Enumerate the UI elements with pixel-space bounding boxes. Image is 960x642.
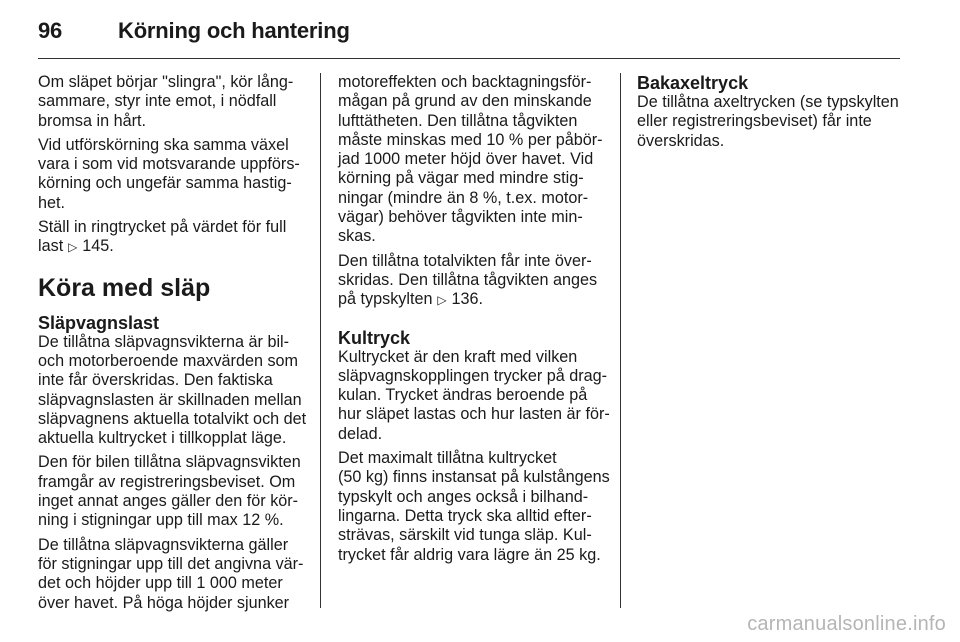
paragraph: De tillåtna släpvagnsvikterna gäller för stigningar upp till det angivna vär- det och höjder upp till 1 000 meter över havet. På höga höjder sjunker [38,535,304,612]
page-reference-link[interactable]: 136. [451,290,483,309]
watermark: carmanualsonline.info [747,613,946,635]
page-reference-arrow-icon: ▷ [68,240,78,255]
paragraph: Det maximalt tillåtna kultrycket (50 kg) finns instansat på kulstångens typskylt och anges också i bilhand- lingarna. Detta tryck ska alltid efter- strävas, särskilt vid tunga släp. Kul- trycket får aldrig vara lägre än 25 kg. [338,449,610,564]
paragraph: Vid utförskörning ska samma växel vara i som vid motsvarande uppförs- körning och ungefär samma hastig- het. [38,135,300,212]
column-1 [38,73,308,618]
page-reference-link[interactable]: 145. [82,237,114,256]
paragraph: Om släpet börjar "slingra", kör lång- sammare, styr inte emot, i nödfall bromsa in hårt. [38,73,294,130]
paragraph [338,252,610,311]
page-number: 96 [38,18,63,43]
subsection-heading: Bakaxeltryck [637,73,749,93]
paragraph-text: Ställ in ringtrycket på värdet för full last [38,218,287,256]
paragraph: Kultrycket är den kraft med vilken släpvagnskopplingen trycker på drag- kulan. Trycket ändras beroende på hur släpet lastas och hur lasten är för- delad. [338,347,610,443]
column-divider [320,73,321,608]
page-reference-arrow-icon: ▷ [437,293,447,308]
paragraph [38,218,308,258]
paragraph: motoreffekten och backtagningsför- mågan på grund av den minskande lufttätheten. Den tillåtna tågvikten måste minskas med 10 % per påbör- jad 1000 meter höjd över havet. Vid körning på vägar med mindre stig- ningar (mindre än 8 %, t.ex. motor- vägar) behöver tågvikten inte min- skas. [338,73,603,246]
section-heading: Köra med släp [38,273,211,302]
paragraph: Den för bilen tillåtna släpvagnsvikten framgår av registreringsbeviset. Om inget annat anges gäller den för kör- ning i stigningar upp till max 12 %. [38,453,301,530]
paragraph: De tillåtna axeltrycken (se typskylten eller registreringsbeviset) får inte överskridas. [637,93,899,150]
header-rule [38,58,900,59]
column-divider [620,73,621,608]
chapter-title: Körning och hantering [118,18,350,43]
column-3 [637,73,907,156]
subsection-heading: Kultryck [338,327,411,348]
subsection-heading: Släpvagnslast [38,312,160,333]
paragraph-text: Den tillåtna totalvikten får inte över- skridas. Den tillåtna tågvikten anges på typskylten [338,251,598,309]
column-2 [338,73,610,570]
paragraph: De tillåtna släpvagnsvikterna är bil- och motorberoende maxvärden som inte får överskridas. Den faktiska släpvagnslasten är skillnaden mellan släpvagnens aktuella totalvikt och det aktuella kultrycket i tillkopplat läge. [38,332,307,448]
